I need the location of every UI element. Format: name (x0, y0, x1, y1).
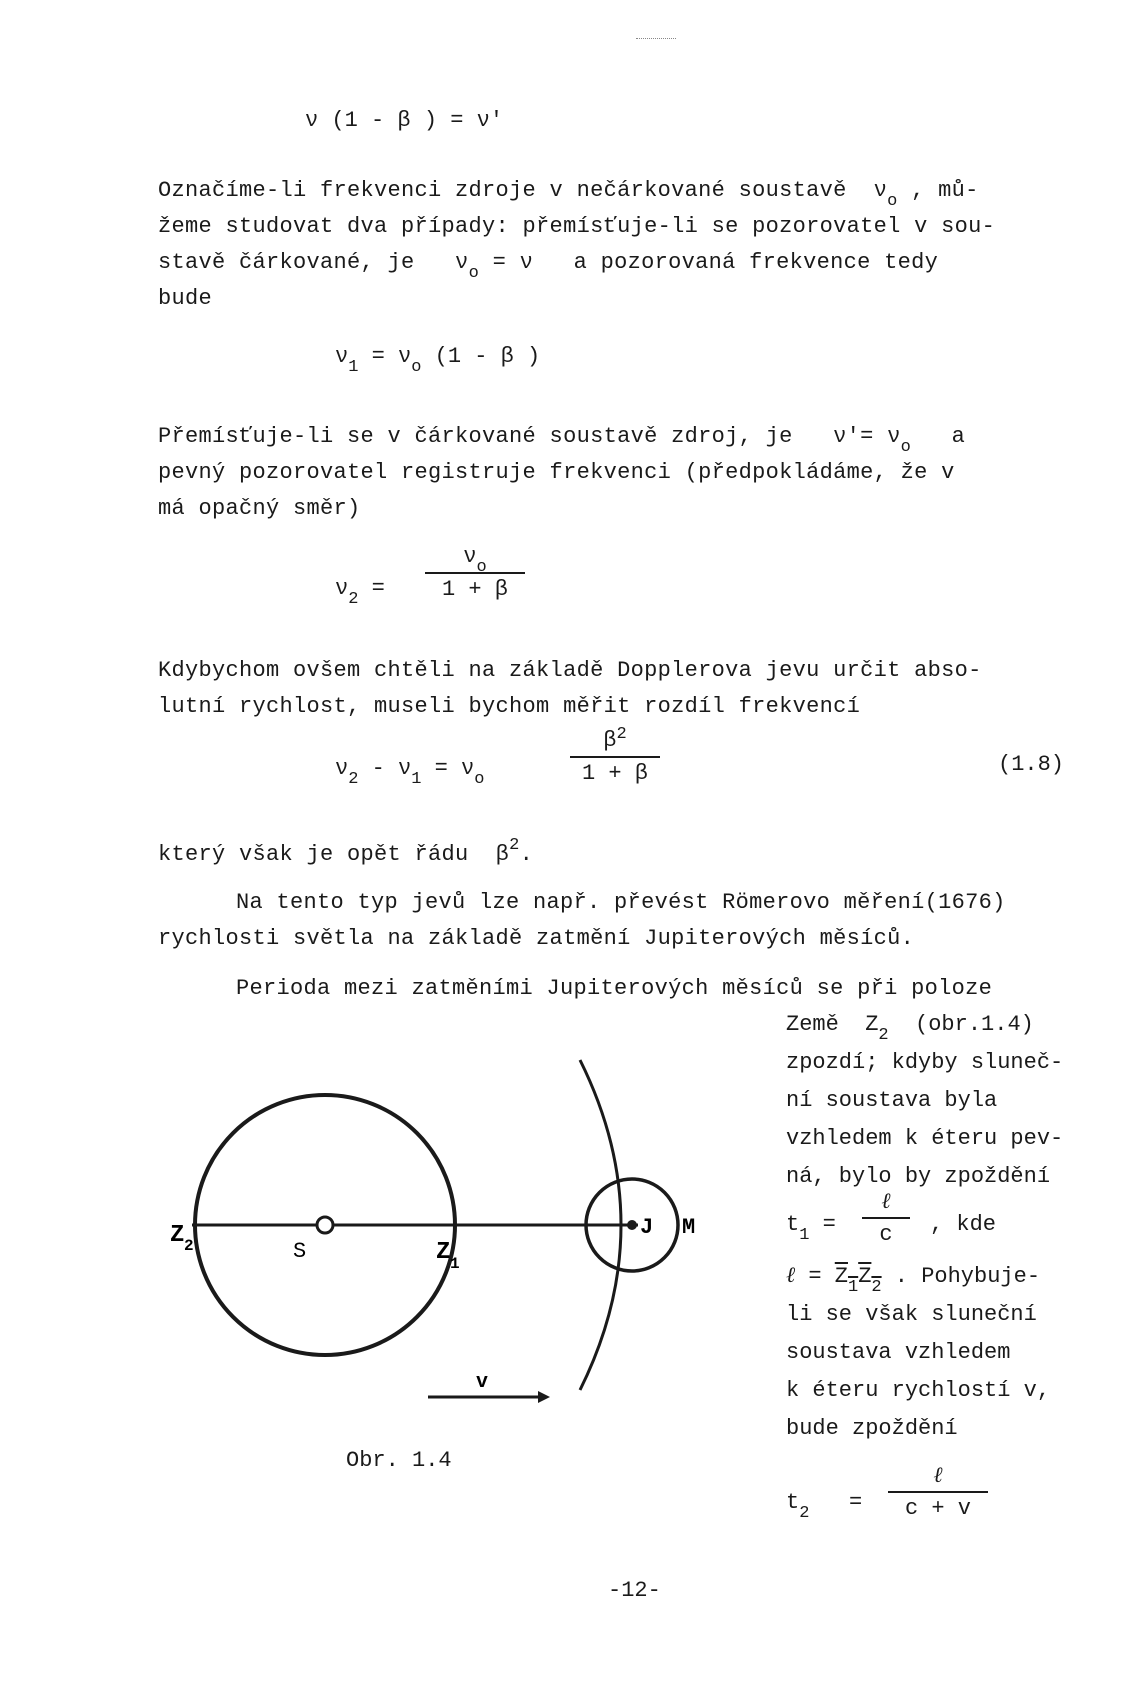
text: a (951, 424, 966, 449)
label-z1-sub: 1 (450, 1255, 460, 1273)
paragraph-2-line-2 (158, 460, 955, 485)
text: má opačný směr) (158, 496, 361, 521)
fraction-denominator-c: c (879, 1222, 893, 1247)
right-col-line-1: Země $Z_2$ (obr.1.4) (786, 1012, 1034, 1045)
text: . Pohybuje- (894, 1264, 1041, 1289)
text: Přemísťuje-li se v čárkované soustavě zdroj, je (158, 424, 793, 449)
fraction-numerator: β (603, 728, 617, 753)
text: (obr.1.4) (915, 1012, 1034, 1037)
paragraph-2-line-3 (158, 496, 361, 521)
figure-caption-text: Obr. 1.4 (346, 1448, 452, 1473)
text: který však je opět řádu (158, 842, 469, 867)
equation-1-8-fraction: $\beta^2$ 1 + β (570, 728, 660, 786)
right-col-line-3 (786, 1088, 997, 1113)
equation-doppler-basic-text: ν (1 - β ) = ν′ (305, 108, 504, 133)
fraction-numerator: ν (463, 544, 477, 569)
equation-ell-def: ℓ = $Z_1Z_2$ . Pohybuje- (786, 1263, 1041, 1297)
equation-number (998, 752, 1064, 777)
paragraph-5-line-2 (158, 926, 914, 951)
text: bude (158, 286, 213, 311)
right-col-line-2 (786, 1050, 1063, 1075)
text: Země (786, 1012, 839, 1037)
velocity-arrow-head (538, 1391, 550, 1403)
fraction-numerator-ell: ℓ (933, 1463, 943, 1488)
label-z2-sub: 2 (184, 1237, 194, 1255)
text: li se však sluneční (786, 1302, 1037, 1327)
right-col-kde (930, 1212, 996, 1237)
page-number (608, 1578, 661, 1603)
text: vzhledem k éteru pev- (786, 1126, 1064, 1151)
equation-nu1-text: (1 - β ) (434, 344, 541, 369)
paragraph-2-line-1: Přemísťuje-li se v čárkované soustavě zdroj, je $\nu'= \nu_o$ a (158, 424, 966, 457)
text: ná, bylo by zpoždění (786, 1164, 1051, 1189)
ell-symbol: ℓ (786, 1263, 796, 1288)
paragraph-6-line-1 (236, 976, 992, 1001)
equation-1-8-lhs: $\nu_2 - \nu_1 = \nu_o$ (335, 756, 485, 789)
fraction-denominator: 1 + β (441, 577, 508, 602)
fraction-bar (425, 572, 525, 574)
paragraph-1-line-2 (158, 214, 995, 239)
paragraph-1-line-3: stavě čárkované, je $\nu_o = \nu$ a pozorovaná frekvence tedy (158, 250, 939, 283)
equation-t2-lhs: $t_2$ = (786, 1490, 863, 1523)
right-col-line-9 (786, 1378, 1050, 1403)
text: pevný pozorovatel registruje frekvenci (předpokládáme, že v (158, 460, 955, 485)
equation-number-text: (1.8) (998, 752, 1065, 777)
page-number-text: -12- (608, 1578, 661, 1603)
text: a pozorovaná frekvence tedy (573, 250, 939, 275)
text: rychlosti světla na základě zatmění Jupiterových měsíců. (158, 926, 915, 951)
equation-doppler-basic (305, 108, 503, 133)
text: bude zpoždění (786, 1416, 958, 1441)
scan-noise-mark (636, 32, 676, 39)
paragraph-3-line-1 (158, 658, 982, 683)
fraction-bar (888, 1491, 988, 1493)
text: soustava vzhledem (786, 1340, 1011, 1365)
fraction-numerator-ell: ℓ (881, 1189, 891, 1214)
equation-nu2-lhs: $\nu_2$ = (335, 576, 385, 609)
label-j: J (640, 1215, 654, 1240)
paragraph-4-line-1: který však je opět řádu $\beta^2$. (158, 836, 534, 867)
text: zpozdí; kdyby sluneč- (786, 1050, 1064, 1075)
text: Kdybychom ovšem chtěli na základě Dopplerova jevu určit abso- (158, 658, 982, 683)
paragraph-1-line-4 (158, 286, 212, 311)
label-z2: Z (170, 1222, 185, 1249)
fraction-bar (570, 756, 660, 758)
jupiter-point (627, 1220, 637, 1230)
right-col-line-4 (786, 1126, 1063, 1151)
figure-caption (346, 1448, 452, 1473)
label-z1: Z (436, 1239, 451, 1266)
paragraph-5-line-1 (236, 890, 1006, 915)
equation-t2-fraction (888, 1462, 988, 1521)
right-col-line-8 (786, 1340, 1010, 1365)
fraction-denominator: c + v (904, 1496, 971, 1521)
fraction-denominator: 1 + β (581, 761, 648, 786)
figure-romer-diagram (150, 1040, 750, 1480)
text: Označíme-li frekvenci zdroje v nečárkované soustavě (158, 178, 847, 203)
paragraph-3-line-2 (158, 694, 860, 719)
label-v: v (476, 1371, 489, 1394)
sun-point (317, 1217, 333, 1233)
text: , kde (930, 1212, 997, 1237)
label-m: M (682, 1215, 696, 1240)
equation-t1-fraction (862, 1188, 910, 1247)
equation-nu2-fraction: $\nu_o$ 1 + β (425, 544, 525, 602)
fraction-bar (862, 1217, 910, 1219)
segment-z1z2: $Z_1Z_2$ (834, 1264, 882, 1297)
text: stavě čárkované, je (158, 250, 415, 275)
equation-nu1: $\nu_1 = \nu_o$ (1 - β ) (335, 344, 541, 377)
label-s: S (293, 1239, 307, 1264)
text: Perioda mezi zatměními Jupiterových měsíců se při poloze (236, 976, 993, 1001)
text: , mů- (911, 178, 979, 203)
text: k éteru rychlostí v, (786, 1378, 1051, 1403)
right-col-line-7 (786, 1302, 1037, 1327)
equation-t1-lhs: $t_1$ = (786, 1212, 836, 1245)
text: ní soustava byla (786, 1088, 998, 1113)
text: Na tento typ jevů lze např. převést Römerovo měření(1676) (236, 890, 1006, 915)
right-col-line-5 (786, 1164, 1050, 1189)
right-col-line-10 (786, 1416, 958, 1441)
text: lutní rychlost, museli bychom měřit rozdíl frekvencí (158, 694, 861, 719)
text: žeme studovat dva případy: přemísťuje-li se pozorovatel v sou- (158, 214, 996, 239)
paragraph-1-line-1: Označíme-li frekvenci zdroje v nečárkované soustavě $\nu_o$ , mů- (158, 178, 979, 211)
